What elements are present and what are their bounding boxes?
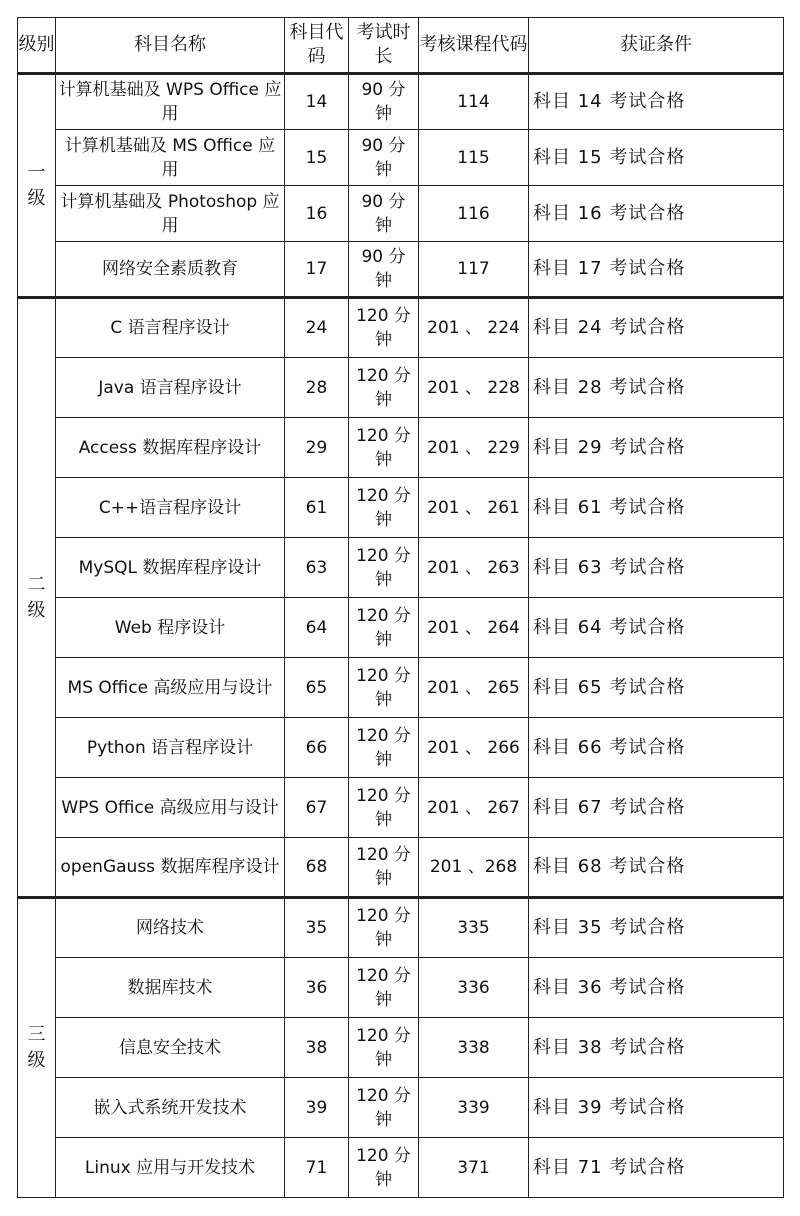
subject-cell: 网络安全素质教育 [56, 242, 285, 298]
subject-cell: openGauss 数据库程序设计 [56, 838, 285, 898]
subject-code-cell: 66 [285, 718, 349, 778]
header-condition: 获证条件 [529, 18, 784, 74]
subject-cell: 计算机基础及 MS Office 应用 [56, 130, 285, 186]
table-row [18, 598, 784, 658]
level-cell: 二 级 [18, 298, 56, 898]
subject-code-cell: 28 [285, 358, 349, 418]
subject-code-cell: 29 [285, 418, 349, 478]
level-cell: 一 级 [18, 74, 56, 298]
course-code-cell: 338 [419, 1018, 529, 1078]
subject-code-cell: 65 [285, 658, 349, 718]
subject-cell: WPS Office 高级应用与设计 [56, 778, 285, 838]
course-code-cell: 335 [419, 898, 529, 958]
subject-code-cell: 24 [285, 298, 349, 358]
condition-cell: 科目 35 考试合格 [529, 898, 784, 958]
course-code-cell: 201 、 266 [419, 718, 529, 778]
subject-code-cell: 64 [285, 598, 349, 658]
condition-cell: 科目 36 考试合格 [529, 958, 784, 1018]
table-row [18, 1018, 784, 1078]
duration-cell: 90 分 钟 [349, 186, 419, 242]
table-row [18, 718, 784, 778]
table-row [18, 74, 784, 130]
course-code-cell: 201 、 263 [419, 538, 529, 598]
subject-code-cell: 16 [285, 186, 349, 242]
subject-code-cell: 14 [285, 74, 349, 130]
table-row [18, 298, 784, 358]
subject-code-cell: 35 [285, 898, 349, 958]
condition-cell: 科目 63 考试合格 [529, 538, 784, 598]
course-code-cell: 201 、 224 [419, 298, 529, 358]
subject-cell: Linux 应用与开发技术 [56, 1138, 285, 1198]
course-code-cell: 117 [419, 242, 529, 298]
table-row [18, 1078, 784, 1138]
table-row [18, 186, 784, 242]
duration-cell: 120 分 钟 [349, 898, 419, 958]
subject-cell: 计算机基础及 Photoshop 应用 [56, 186, 285, 242]
table-row [18, 658, 784, 718]
subject-cell: 网络技术 [56, 898, 285, 958]
table-row [18, 1138, 784, 1198]
table-row [18, 242, 784, 298]
header-course: 考核课程代码 [419, 18, 529, 74]
subject-cell: C++语言程序设计 [56, 478, 285, 538]
duration-cell: 120 分 钟 [349, 358, 419, 418]
table-row [18, 838, 784, 898]
duration-cell: 120 分 钟 [349, 1078, 419, 1138]
subject-code-cell: 71 [285, 1138, 349, 1198]
exam-subject-table [17, 17, 784, 1198]
condition-cell: 科目 39 考试合格 [529, 1078, 784, 1138]
course-code-cell: 201 、 229 [419, 418, 529, 478]
header-row [18, 18, 784, 74]
table-row [18, 898, 784, 958]
header-code: 科目代码 [285, 18, 349, 74]
condition-cell: 科目 66 考试合格 [529, 718, 784, 778]
condition-cell: 科目 24 考试合格 [529, 298, 784, 358]
subject-code-cell: 67 [285, 778, 349, 838]
header-subject: 科目名称 [56, 18, 285, 74]
course-code-cell: 201 、 228 [419, 358, 529, 418]
condition-cell: 科目 15 考试合格 [529, 130, 784, 186]
course-code-cell: 201 、 261 [419, 478, 529, 538]
subject-cell: Python 语言程序设计 [56, 718, 285, 778]
table-row [18, 358, 784, 418]
duration-cell: 120 分 钟 [349, 1018, 419, 1078]
duration-cell: 120 分 钟 [349, 1138, 419, 1198]
duration-cell: 90 分 钟 [349, 130, 419, 186]
duration-cell: 90 分 钟 [349, 242, 419, 298]
subject-cell: MySQL 数据库程序设计 [56, 538, 285, 598]
duration-cell: 120 分 钟 [349, 478, 419, 538]
subject-code-cell: 61 [285, 478, 349, 538]
condition-cell: 科目 67 考试合格 [529, 778, 784, 838]
condition-cell: 科目 64 考试合格 [529, 598, 784, 658]
condition-cell: 科目 61 考试合格 [529, 478, 784, 538]
course-code-cell: 336 [419, 958, 529, 1018]
duration-cell: 120 分 钟 [349, 778, 419, 838]
table-body [18, 74, 784, 1198]
course-code-cell: 115 [419, 130, 529, 186]
table-row [18, 778, 784, 838]
duration-cell: 120 分 钟 [349, 718, 419, 778]
subject-cell: 嵌入式系统开发技术 [56, 1078, 285, 1138]
header-level: 级别 [18, 18, 56, 74]
duration-cell: 120 分 钟 [349, 598, 419, 658]
header-duration: 考试时长 [349, 18, 419, 74]
course-code-cell: 201 、268 [419, 838, 529, 898]
subject-cell: Access 数据库程序设计 [56, 418, 285, 478]
course-code-cell: 339 [419, 1078, 529, 1138]
table-row [18, 958, 784, 1018]
subject-cell: C 语言程序设计 [56, 298, 285, 358]
course-code-cell: 116 [419, 186, 529, 242]
course-code-cell: 201 、 267 [419, 778, 529, 838]
duration-cell: 90 分 钟 [349, 74, 419, 130]
subject-cell: 计算机基础及 WPS Office 应用 [56, 74, 285, 130]
course-code-cell: 371 [419, 1138, 529, 1198]
duration-cell: 120 分 钟 [349, 838, 419, 898]
subject-code-cell: 17 [285, 242, 349, 298]
table-row [18, 418, 784, 478]
subject-code-cell: 39 [285, 1078, 349, 1138]
condition-cell: 科目 17 考试合格 [529, 242, 784, 298]
condition-cell: 科目 29 考试合格 [529, 418, 784, 478]
course-code-cell: 201 、 264 [419, 598, 529, 658]
table-row [18, 130, 784, 186]
subject-code-cell: 38 [285, 1018, 349, 1078]
course-code-cell: 114 [419, 74, 529, 130]
duration-cell: 120 分 钟 [349, 538, 419, 598]
duration-cell: 120 分 钟 [349, 298, 419, 358]
condition-cell: 科目 14 考试合格 [529, 74, 784, 130]
subject-cell: MS Office 高级应用与设计 [56, 658, 285, 718]
condition-cell: 科目 65 考试合格 [529, 658, 784, 718]
course-code-cell: 201 、 265 [419, 658, 529, 718]
duration-cell: 120 分 钟 [349, 958, 419, 1018]
subject-cell: 信息安全技术 [56, 1018, 285, 1078]
condition-cell: 科目 71 考试合格 [529, 1138, 784, 1198]
duration-cell: 120 分 钟 [349, 418, 419, 478]
condition-cell: 科目 68 考试合格 [529, 838, 784, 898]
condition-cell: 科目 16 考试合格 [529, 186, 784, 242]
subject-cell: Java 语言程序设计 [56, 358, 285, 418]
table-row [18, 478, 784, 538]
subject-code-cell: 68 [285, 838, 349, 898]
subject-code-cell: 15 [285, 130, 349, 186]
subject-cell: 数据库技术 [56, 958, 285, 1018]
duration-cell: 120 分 钟 [349, 658, 419, 718]
subject-cell: Web 程序设计 [56, 598, 285, 658]
level-cell: 三 级 [18, 898, 56, 1198]
condition-cell: 科目 38 考试合格 [529, 1018, 784, 1078]
subject-code-cell: 63 [285, 538, 349, 598]
subject-code-cell: 36 [285, 958, 349, 1018]
table-row [18, 538, 784, 598]
condition-cell: 科目 28 考试合格 [529, 358, 784, 418]
